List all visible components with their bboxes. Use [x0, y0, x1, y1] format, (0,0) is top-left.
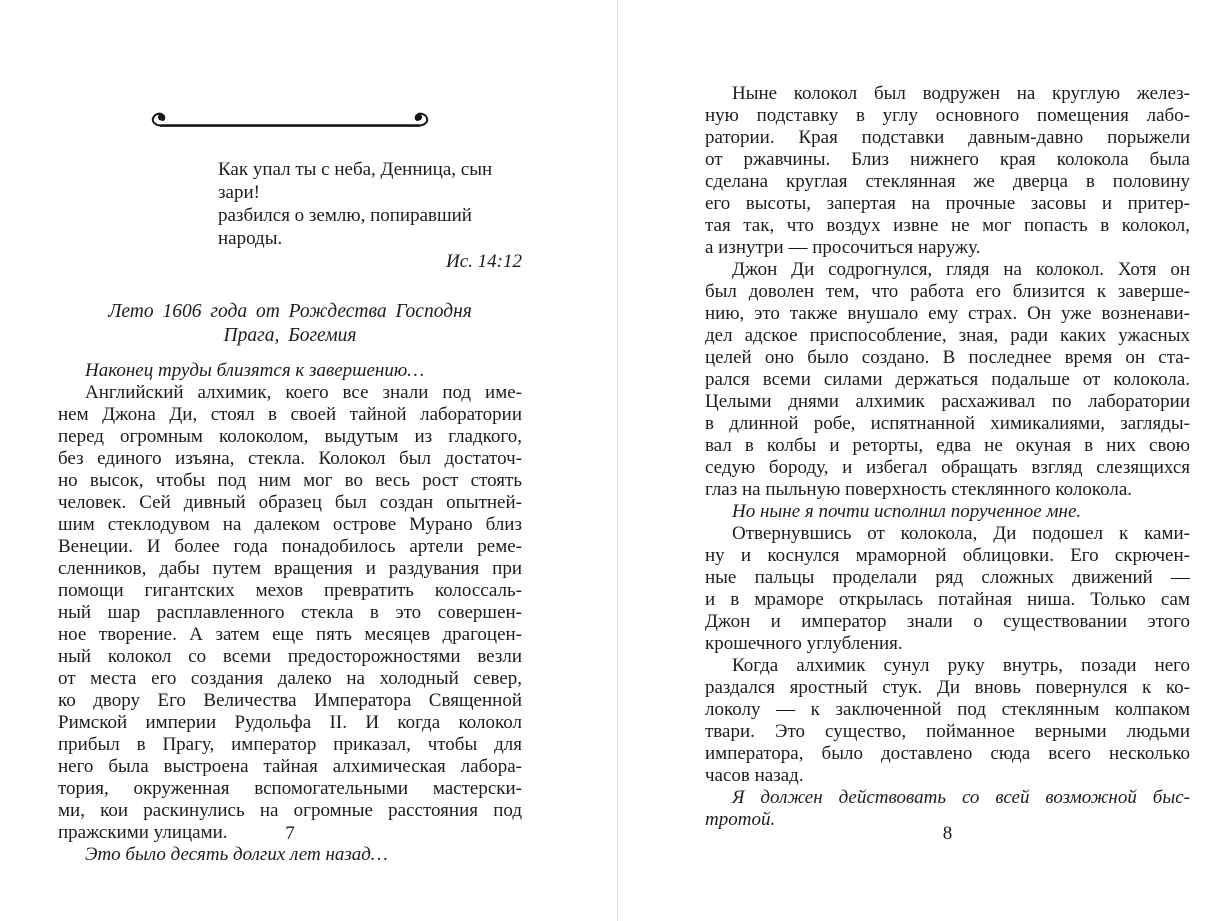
text-line: часов назад. — [705, 765, 804, 786]
epigraph-line: Как упал ты с неба, Денница, сын зари! — [218, 159, 493, 203]
paragraph — [58, 844, 522, 866]
text-line: Отвернувшись от колокола, Ди подошел к ками- — [732, 523, 1190, 544]
text-line: Это было десять долгих лет назад… — [85, 844, 388, 865]
text-line: него была выстроена тайная алхимическая лабора- — [58, 756, 522, 777]
text-line: Я должен действовать со всей возможной быс- — [732, 787, 1190, 808]
text-line: пражскими улицами. — [58, 822, 228, 843]
text-line: ную подставку в углу основного помещения лабо- — [705, 105, 1190, 126]
text-line: твари. Это существо, пойманное верными людьми — [705, 721, 1190, 742]
text-line: в длинной робе, испятнанной химикалиями, загляды- — [705, 413, 1190, 434]
heading-line: Лето 1606 года от Рождества Господня — [108, 301, 472, 322]
right-page — [618, 0, 1232, 921]
text-line: но высок, чтобы под ним мог во весь рост стоять — [58, 470, 522, 491]
text-line: и в мраморе открылась потайная ниша. Только сам — [705, 589, 1190, 610]
text-line: перед огромным колоколом, выдутым из гладкого, — [58, 426, 522, 447]
text-line: целей оно было создано. В последнее время он ста- — [705, 347, 1190, 368]
text-line: императора, было доставлено сюда всего несколько — [705, 743, 1190, 764]
chapter-heading — [58, 300, 522, 348]
text-line: рался всеми силами держаться подальше от колокола. — [705, 369, 1190, 390]
text-line: тротой. — [705, 809, 776, 830]
text-line: шим стеклодувом на далеком острове Мурано близ — [58, 514, 522, 535]
text-line: локолу — к заключенной под стеклянным колпаком — [705, 699, 1190, 720]
text-line: ное творение. А затем еще пять месяцев драгоцен- — [58, 624, 522, 645]
right-text-block — [705, 0, 1190, 831]
paragraph — [705, 259, 1190, 501]
text-line: Наконец труды близятся к завершению… — [85, 360, 425, 381]
text-line: седую бороду, и избегал обращать взгляд слезящихся — [705, 457, 1190, 478]
text-line: его высоты, запертая на прочные засовы и притер- — [705, 193, 1190, 214]
text-line: крошечного углубления. — [705, 633, 903, 654]
paragraph — [705, 83, 1190, 259]
text-line: был доволен тем, что работа его близится к заверше- — [705, 281, 1190, 302]
left-page-text — [58, 360, 522, 866]
left-text-block — [58, 107, 522, 866]
text-line: сленников, дабы путем вращения и раздувания при — [58, 558, 522, 579]
text-line: вал в колбы и реторты, едва не окуная в них свою — [705, 435, 1190, 456]
text-line: тория, окруженная вспомогательными мастерски- — [58, 778, 522, 799]
heading-line: Прага, Богемия — [223, 325, 357, 346]
text-line: глаз на пыльную поверхность стеклянного колокола. — [705, 479, 1132, 500]
page-number-right: 8 — [942, 823, 953, 844]
text-line: Венеции. И более года понадобилось артели реме- — [58, 536, 522, 557]
paragraph — [58, 382, 522, 844]
right-page-text — [705, 83, 1190, 831]
epigraph — [218, 158, 522, 273]
text-line: ми, кои раскинулись на огромные расстояния под — [58, 800, 522, 821]
epigraph-line: разбился о землю, попиравший народы. — [218, 205, 472, 249]
text-line: прибыл в Прагу, император приказал, чтобы для — [58, 734, 522, 755]
text-line: Ныне колокол был водружен на круглую желез- — [732, 83, 1190, 104]
text-line: ратории. Края подставки давным-давно порыжели — [705, 127, 1190, 148]
text-line: ну и коснулся мраморной облицовки. Его скрючен- — [705, 545, 1190, 566]
text-line: ный шар расплавленного стекла в это совершен- — [58, 602, 522, 623]
epigraph-source: Ис. 14:12 — [446, 251, 522, 272]
text-line: Джон и император знали о существовании этого — [705, 611, 1190, 632]
text-line: а изнутри — просочиться наружу. — [705, 237, 981, 258]
paragraph — [705, 501, 1190, 523]
ornament-right-dot — [415, 114, 422, 121]
page-number-left: 7 — [285, 823, 295, 844]
text-line: нем Джона Ди, стоял в своей тайной лаборатории — [58, 404, 522, 425]
text-line: от места его создания далеко на холодный север, — [58, 668, 522, 689]
text-line: тая так, что воздух извне не мог попасть в колокол, — [705, 215, 1190, 236]
paragraph — [705, 655, 1190, 787]
paragraph — [705, 523, 1190, 655]
text-line: без единого изъяна, стекла. Колокол был достаточ- — [58, 448, 522, 469]
text-line: помощи гигантских мехов превратить колоссаль- — [58, 580, 522, 601]
text-line: человек. Сей дивный образец был создан опытней- — [58, 492, 522, 513]
text-line: Целыми днями алхимик расхаживал по лаборатории — [705, 391, 1190, 412]
text-line: Английский алхимик, коего все знали под име- — [85, 382, 522, 403]
text-line: ные пальцы проделали ряд сложных движений — — [705, 567, 1190, 588]
ornament-flourish — [150, 107, 430, 128]
text-line: от ржавчины. Близ нижнего края колокола была — [705, 149, 1190, 170]
text-line: Когда алхимик сунул руку внутрь, позади него — [732, 655, 1190, 676]
text-line: нию, это также внушало ему страх. Он уже возненави- — [705, 303, 1190, 324]
paragraph — [58, 360, 522, 382]
ornament-left-dot — [158, 114, 165, 121]
text-line: Римской империи Рудольфа II. И когда колокол — [58, 712, 522, 733]
text-line: ный колокол со всеми предосторожностями везли — [58, 646, 522, 667]
text-line: Джон Ди содрогнулся, глядя на колокол. Хотя он — [732, 259, 1190, 280]
text-line: раздался яростный стук. Ди вновь повернулся к ко- — [705, 677, 1190, 698]
text-line: ко двору Его Величества Императора Священной — [58, 690, 522, 711]
text-line: дел адское приспособление, зная, ради каких ужасных — [705, 325, 1190, 346]
text-line: Но ныне я почти исполнил порученное мне. — [732, 501, 1082, 522]
text-line: сделана круглая стеклянная же дверца в половину — [705, 171, 1190, 192]
